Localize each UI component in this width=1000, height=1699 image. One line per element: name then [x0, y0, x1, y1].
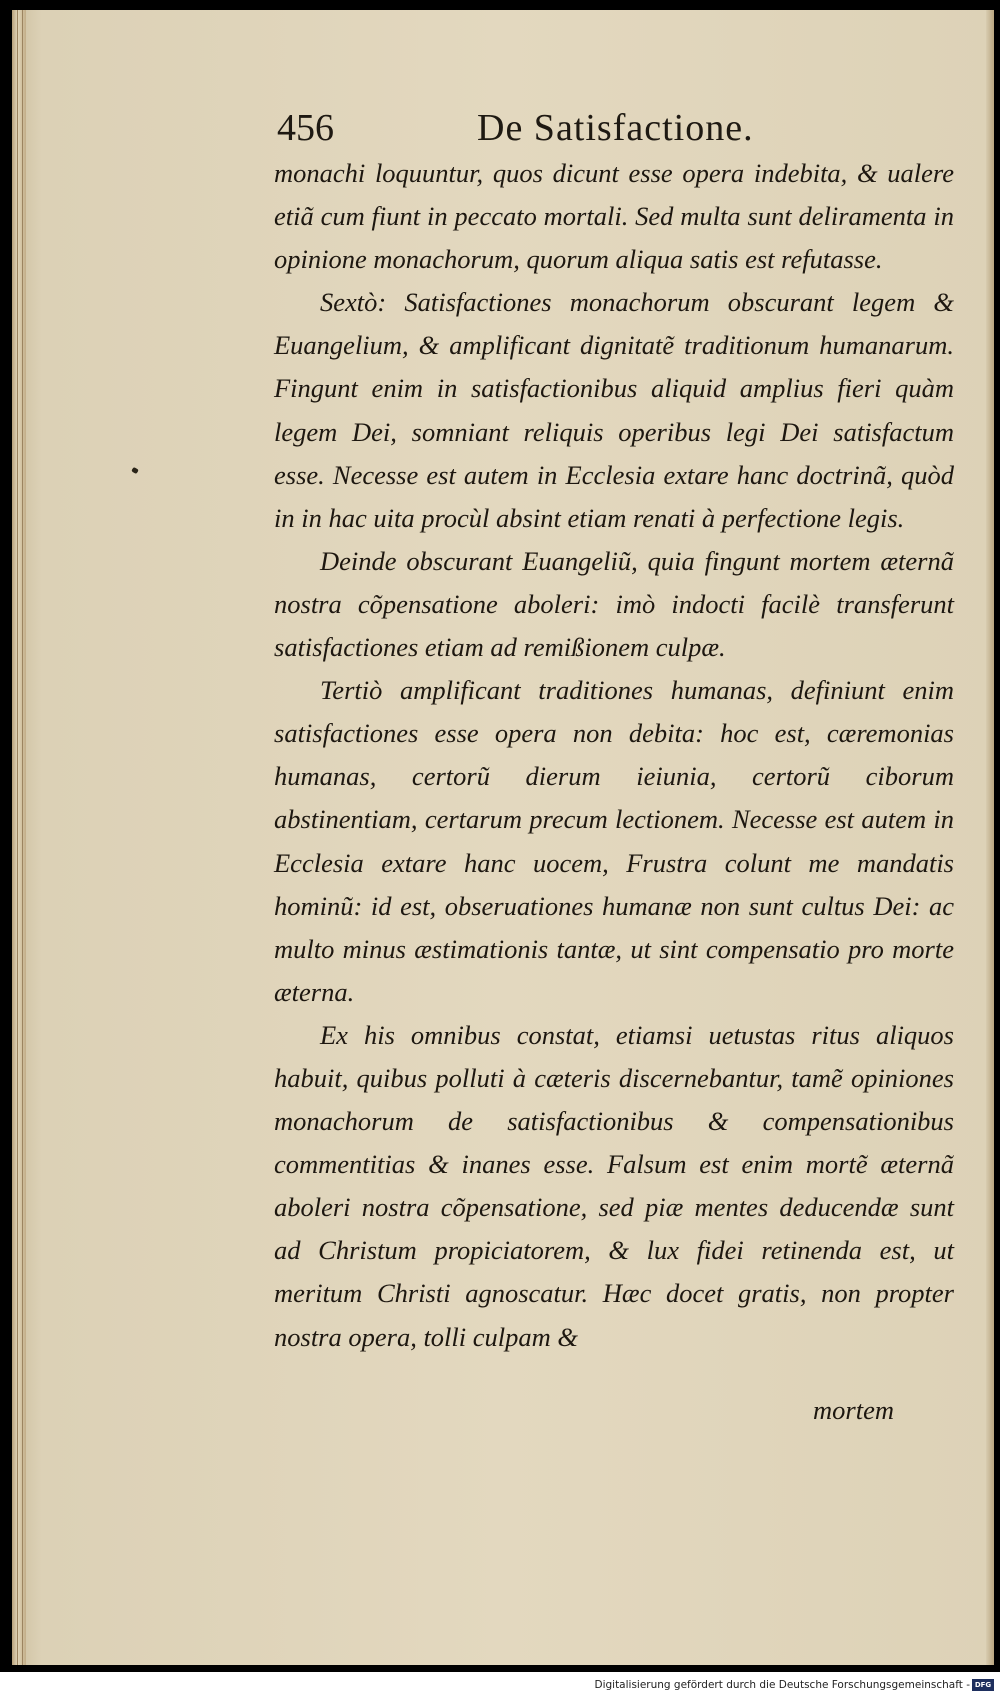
- running-head: De Satisfactione.: [477, 107, 754, 149]
- catchword: mortem: [813, 1395, 894, 1425]
- paragraph: Ex his omnibus constat, etiamsi uetustas ritus aliquos habuit, quibus polluti à cæteris discernebantur, tamẽ opiniones monachorum de satisfactionibus & compensationibus commentitias & inanes esse. Falsum est enim mortẽ æternã aboleri nostra cõpensatione, sed piæ mentes deducendæ sunt ad Christum propiciatorem, & lux fidei retinenda est, ut meritum Christi agnoscatur. Hæc docet gratis, non propter nostra opera, tolli culpam &: [274, 1019, 954, 1352]
- page-edge-line: [17, 10, 18, 1665]
- paragraph: monachi loquuntur, quos dicunt esse opera indebita, & ualere etiã cum fiunt in peccato mortali. Sed multa sunt deliramenta in opinione monachorum, quorum aliqua satis est refutasse.: [274, 158, 954, 275]
- ink-mark: [131, 467, 139, 474]
- page-number: 456: [277, 107, 334, 149]
- digitization-footer: [0, 1672, 1000, 1699]
- paragraph: Deinde obscurant Euangeliũ, quia fingunt mortem æternã nostra cõpensatione aboleri: imò indocti facilè transferunt satisfactiones etiam ad remißionem culpæ.: [274, 545, 954, 663]
- page-right-edge: [986, 10, 994, 1665]
- page-left-edge: [12, 10, 26, 1665]
- book-page: [12, 10, 994, 1665]
- body-text: [274, 152, 954, 1359]
- page-edge-line: [22, 10, 23, 1665]
- paragraph: Tertiò amplificant traditiones humanas, definiunt enim satisfactiones esse opera non debita: hoc est, cæremonias humanas, certorũ dierum ieiunia, certorũ ciborum abstinentiam, certarum precum lectionem. Necesse est autem in Ecclesia extare hanc uocem, Frustra colunt me mandatis hominũ: id est, obseruationes humanæ non sunt cultus Dei: ac multo minus æstimationis tantæ, ut sint compensatio pro morte æterna.: [274, 675, 954, 1007]
- page-header: [277, 106, 967, 156]
- dfg-logo: DFG: [972, 1679, 994, 1691]
- funding-credit: Digitalisierung gefördert durch die Deutsche Forschungsgemeinschaft -: [594, 1679, 970, 1691]
- paragraph: Sextò: Satisfactiones monachorum obscurant legem & Euangelium, & amplificant dignitatẽ traditionum humanarum. Fingunt enim in satisfactionibus aliquid amplius fieri quàm legem Dei, somniant reliquis operibus legi Dei satisfactum esse. Necesse est autem in Ecclesia extare hanc doctrinã, quòd in in hac uita procùl absint etiam renati à perfectione legis.: [274, 287, 954, 533]
